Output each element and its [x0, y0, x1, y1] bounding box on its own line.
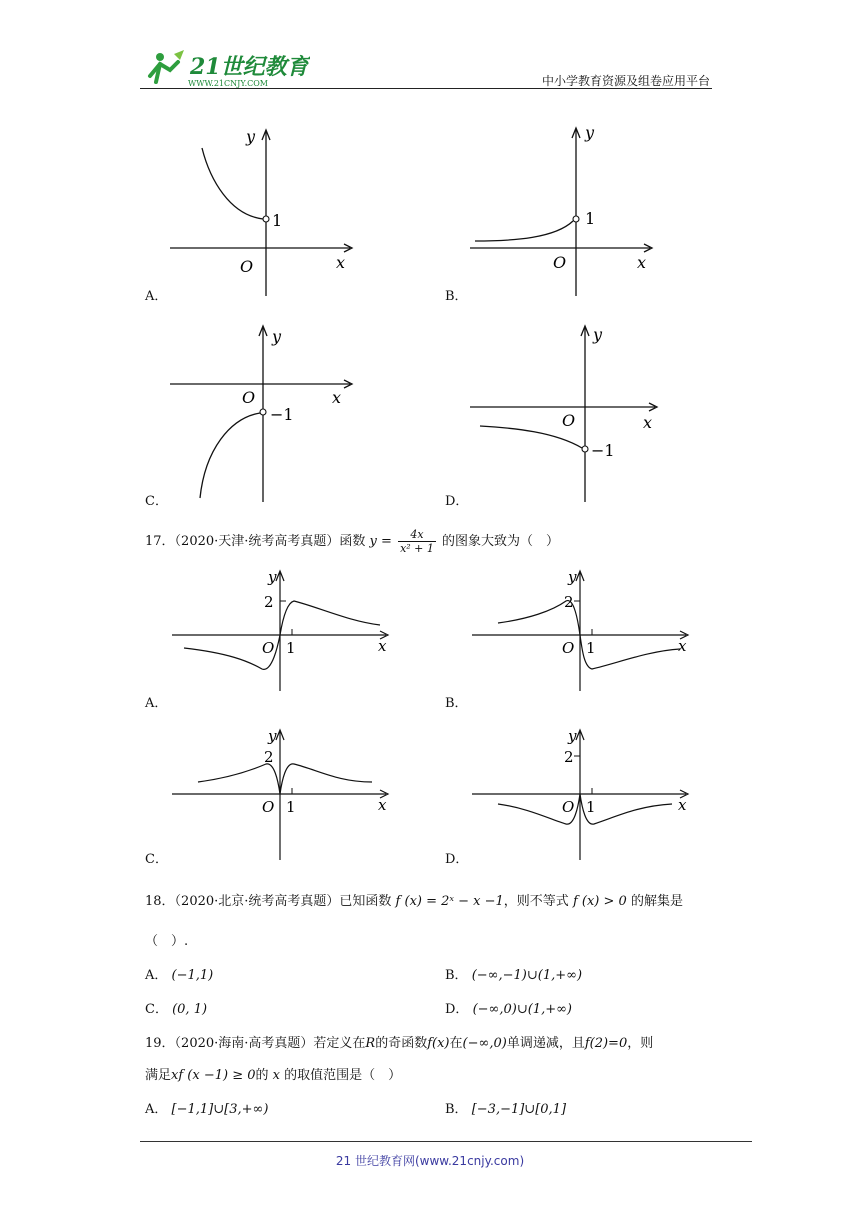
graph-16d: [465, 320, 675, 505]
svg-text:y: y: [246, 127, 256, 146]
svg-text:1: 1: [272, 211, 283, 230]
graph-17a: [168, 565, 398, 695]
svg-text:1: 1: [586, 798, 596, 816]
svg-text:O: O: [262, 798, 275, 816]
svg-text:O: O: [242, 388, 256, 407]
runner-icon: [150, 50, 184, 82]
q18-option-a[interactable]: A． (−1,1): [145, 968, 214, 983]
q19-stem: 19．（2020·海南·高考真题）若定义在R的奇函数f(x)在(−∞,0)单调递减，且f(2)=0，则: [145, 1036, 654, 1051]
svg-text:2: 2: [564, 593, 574, 611]
svg-text:O: O: [262, 639, 275, 657]
q19-option-b[interactable]: B． [−3,−1]∪[0,1]: [445, 1102, 567, 1117]
svg-text:WWW.21CNJY.COM: WWW.21CNJY.COM: [188, 79, 268, 88]
q17-option-b[interactable]: B．: [445, 696, 468, 711]
svg-text:2: 2: [264, 748, 274, 766]
q19-stem-line2: 满足xf (x −1) ≥ 0的 x 的取值范围是（ ）: [145, 1068, 402, 1083]
graph-17b: [468, 565, 698, 695]
svg-text:y: y: [268, 568, 277, 586]
svg-text:y: y: [268, 727, 277, 745]
svg-text:−1: −1: [591, 441, 615, 460]
svg-text:−1: −1: [270, 405, 294, 424]
svg-text:x: x: [637, 253, 647, 272]
graph-16a: [150, 120, 370, 305]
svg-text:1: 1: [586, 639, 596, 657]
site-logo: [140, 48, 310, 88]
svg-text:1: 1: [585, 209, 596, 228]
svg-text:x: x: [336, 253, 346, 272]
graph-17d: [468, 724, 698, 864]
q17-fraction: $\frac{4x}{\text{x² + 1}}$: [400, 528, 434, 555]
svg-text:O: O: [553, 253, 567, 272]
footer-link[interactable]: 21 世纪教育网(www.21cnjy.com): [335, 1154, 525, 1168]
q17-stem: 17．（2020·天津·统考高考真题）函数 y = $\frac{4x}{\text{x² + 1}}$ 的图象大致为（ ）: [145, 528, 560, 555]
svg-text:y: y: [593, 325, 603, 344]
svg-text:2: 2: [564, 748, 574, 766]
q18-option-c[interactable]: C． (0, 1): [145, 1002, 208, 1017]
svg-text:y: y: [568, 568, 577, 586]
footer-rule: [140, 1141, 752, 1142]
svg-text:21世纪教育: 21世纪教育: [190, 54, 309, 80]
q16-option-c[interactable]: C．: [145, 494, 168, 509]
q17-option-a[interactable]: A．: [145, 696, 168, 711]
q17-option-c[interactable]: C．: [145, 852, 168, 867]
q17-option-d[interactable]: D．: [445, 852, 469, 867]
svg-text:y: y: [568, 727, 577, 745]
q16-option-d[interactable]: D．: [445, 494, 469, 509]
header-rule: [140, 88, 712, 89]
q18-option-b[interactable]: B． (−∞,−1)∪(1,+∞): [445, 968, 583, 983]
svg-text:1: 1: [286, 639, 296, 657]
svg-text:y: y: [272, 327, 282, 346]
svg-text:O: O: [240, 257, 254, 276]
svg-text:x: x: [378, 637, 387, 655]
svg-text:O: O: [562, 411, 576, 430]
svg-text:y: y: [585, 123, 595, 142]
svg-text:x: x: [332, 388, 342, 407]
q18-stem: 18．（2020·北京·统考高考真题）已知函数 f (x) = 2ˣ − x −1，则不等式 f (x) > 0 的解集是: [145, 894, 683, 909]
svg-text:O: O: [562, 798, 575, 816]
svg-text:O: O: [562, 639, 575, 657]
svg-text:x: x: [678, 637, 687, 655]
graph-16c: [150, 320, 370, 505]
q18-option-d[interactable]: D． (−∞,0)∪(1,+∞): [445, 1002, 573, 1017]
q19-option-a[interactable]: A． [−1,1]∪[3,+∞): [145, 1102, 269, 1117]
svg-text:1: 1: [286, 798, 296, 816]
q16-option-a[interactable]: A．: [145, 289, 168, 304]
q16-option-b[interactable]: B．: [445, 289, 468, 304]
header-platform-text: 中小学教育资源及组卷应用平台: [541, 74, 710, 88]
graph-17c: [168, 724, 398, 864]
svg-text:x: x: [678, 796, 687, 814]
graph-16b: [465, 120, 675, 305]
svg-text:x: x: [378, 796, 387, 814]
svg-text:x: x: [643, 413, 653, 432]
q18-stem-line2: （ ）.: [145, 934, 189, 949]
svg-text:2: 2: [264, 593, 274, 611]
